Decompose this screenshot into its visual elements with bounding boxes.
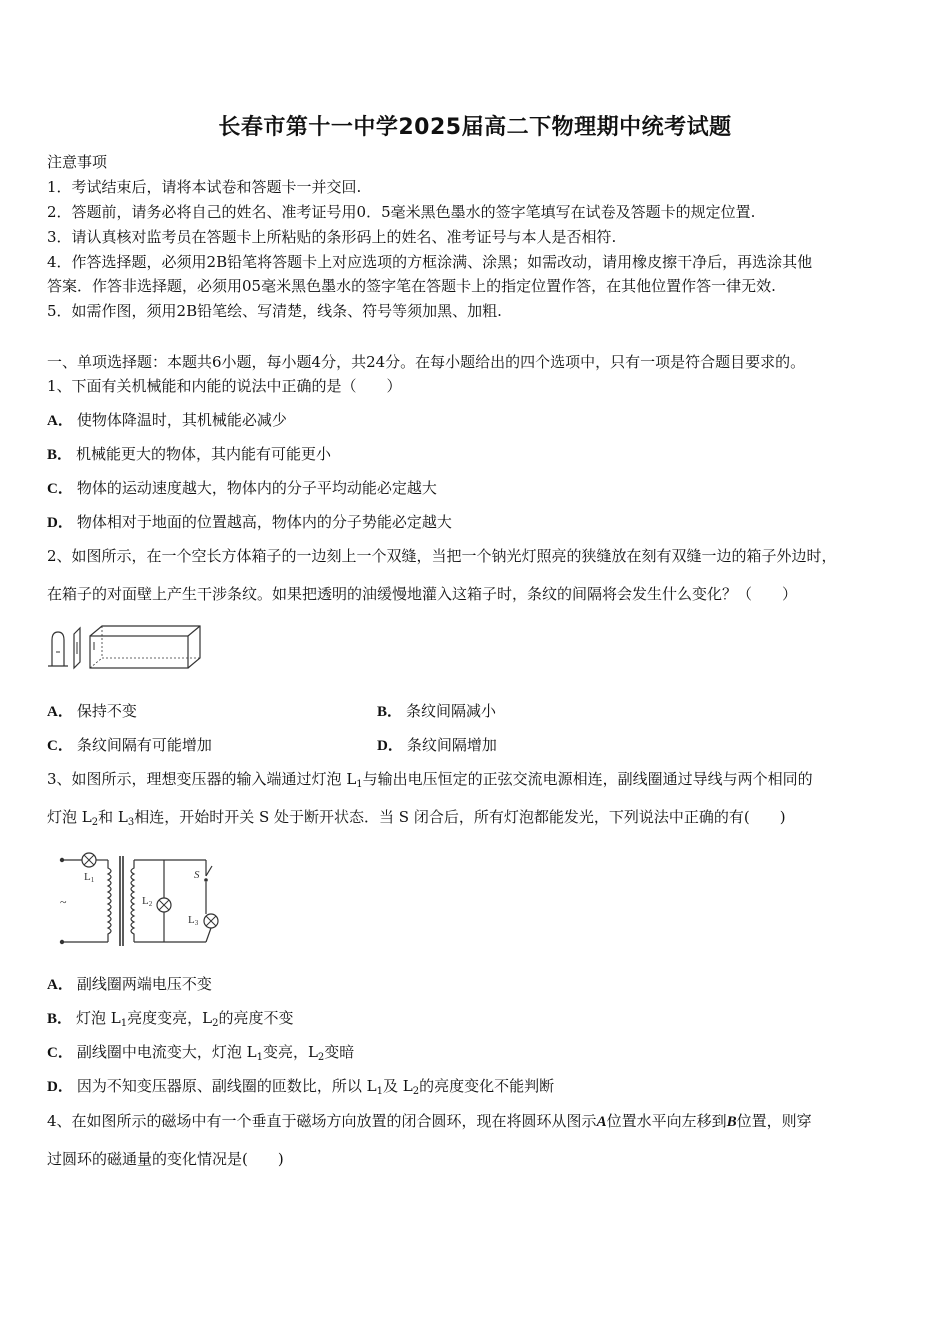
svg-text:L1: L1 — [84, 871, 95, 884]
q4-stem-line1: 4、在如图所示的磁场中有一个垂直于磁场方向放置的闭合圆环，现在将圆环从图示A位置水平向左移到B位置，则穿 — [47, 1112, 812, 1130]
q2-box-figure — [46, 622, 206, 672]
q1-option-a: A． 使物体降温时，其机械能必减少 — [47, 411, 287, 429]
q2-stem-line2: 在箱子的对面壁上产生干涉条纹。如果把透明的油缓慢地灌入这箱子时，条纹的间隔将会发生什么变化？（ ） — [47, 585, 798, 603]
q3-option-b: B． 灯泡 $L_1$亮度变亮，$L_2$的亮度不变 — [47, 1009, 294, 1029]
q2-option-b: B． 条纹间隔减小 — [377, 702, 497, 720]
notice-item-3: 3．请认真核对监考员在答题卡上所粘贴的条形码上的姓名、准考证号与本人是否相符. — [47, 228, 617, 246]
q1-option-c: C． 物体的运动速度越大，物体内的分子平均动能必定越大 — [47, 479, 437, 497]
q3-stem-line1: 3、如图所示，理想变压器的输入端通过灯泡 $L_1$与输出电压恒定的正弦交流电源相连，副线圈通过导线与两个相同的 — [47, 770, 813, 790]
svg-text:S: S — [194, 869, 200, 881]
switch-s-icon — [206, 866, 212, 876]
q3-option-d: D． 因为不知变压器原、副线圈的匝数比，所以 $L_1$及 $L_2$的亮度变化不能判断 — [47, 1077, 555, 1097]
page-title: 长春市第十一中学2025届高二下物理期中统考试题 — [218, 115, 732, 140]
q1-option-b: B． 机械能更大的物体，其内能有可能更小 — [47, 445, 332, 463]
notice-item-5: 5．如需作图，须用2B铅笔绘、写清楚，线条、符号等须加黑、加粗. — [47, 302, 502, 320]
notice-item-4-cont: 答案．作答非选择题，必须用05毫米黑色墨水的签字笔在答题卡上的指定位置作答，在其他位置作答一律无效. — [47, 277, 776, 295]
q1-stem: 1、下面有关机械能和内能的说法中正确的是（ ） — [47, 377, 402, 395]
q3-option-a: A． 副线圈两端电压不变 — [47, 975, 212, 993]
svg-text:L2: L2 — [142, 895, 153, 908]
section-heading: 一、单项选择题：本题共6小题，每小题4分，共24分。在每小题给出的四个选项中，只有一项是符合题目要求的。 — [47, 353, 806, 371]
q2-option-d: D． 条纹间隔增加 — [377, 736, 497, 754]
svg-text:L3: L3 — [188, 914, 199, 927]
q2-option-a: A． 保持不变 — [47, 702, 137, 720]
q4-stem-line2: 过圆环的磁通量的变化情况是( ) — [47, 1150, 284, 1168]
q3-stem-line2: 灯泡 $L_2$和 $L_3$相连，开始时开关 S 处于断开状态．当 S 闭合后，所有灯泡都能发光，下列说法中正确的有( ) — [47, 808, 786, 828]
q2-option-c: C． 条纹间隔有可能增加 — [47, 736, 212, 754]
notice-heading: 注意事项 — [47, 153, 108, 171]
q1-option-d: D． 物体相对于地面的位置越高，物体内的分子势能必定越大 — [47, 513, 452, 531]
notice-item-4: 4．作答选择题，必须用2B铅笔将答题卡上对应选项的方框涂满、涂黑；如需改动，请用橡皮擦干净后，再选涂其他 — [47, 253, 813, 271]
notice-item-2: 2．答题前，请务必将自己的姓名、准考证号用0．5毫米黑色墨水的签字笔填写在试卷及答题卡的规定位置. — [47, 203, 756, 221]
q2-stem-line1: 2、如图所示，在一个空长方体箱子的一边刻上一个双缝，当把一个钠光灯照亮的狭缝放在刻有双缝一边的箱子外边时， — [47, 547, 837, 565]
ac-source-symbol: ~ — [60, 895, 67, 909]
notice-item-1: 1．考试结束后，请将本试卷和答题卡一并交回. — [47, 178, 362, 196]
q3-option-c: C． 副线圈中电流变大，灯泡 $L_1$变亮，$L_2$变暗 — [47, 1043, 355, 1063]
q3-transformer-circuit — [56, 850, 226, 952]
